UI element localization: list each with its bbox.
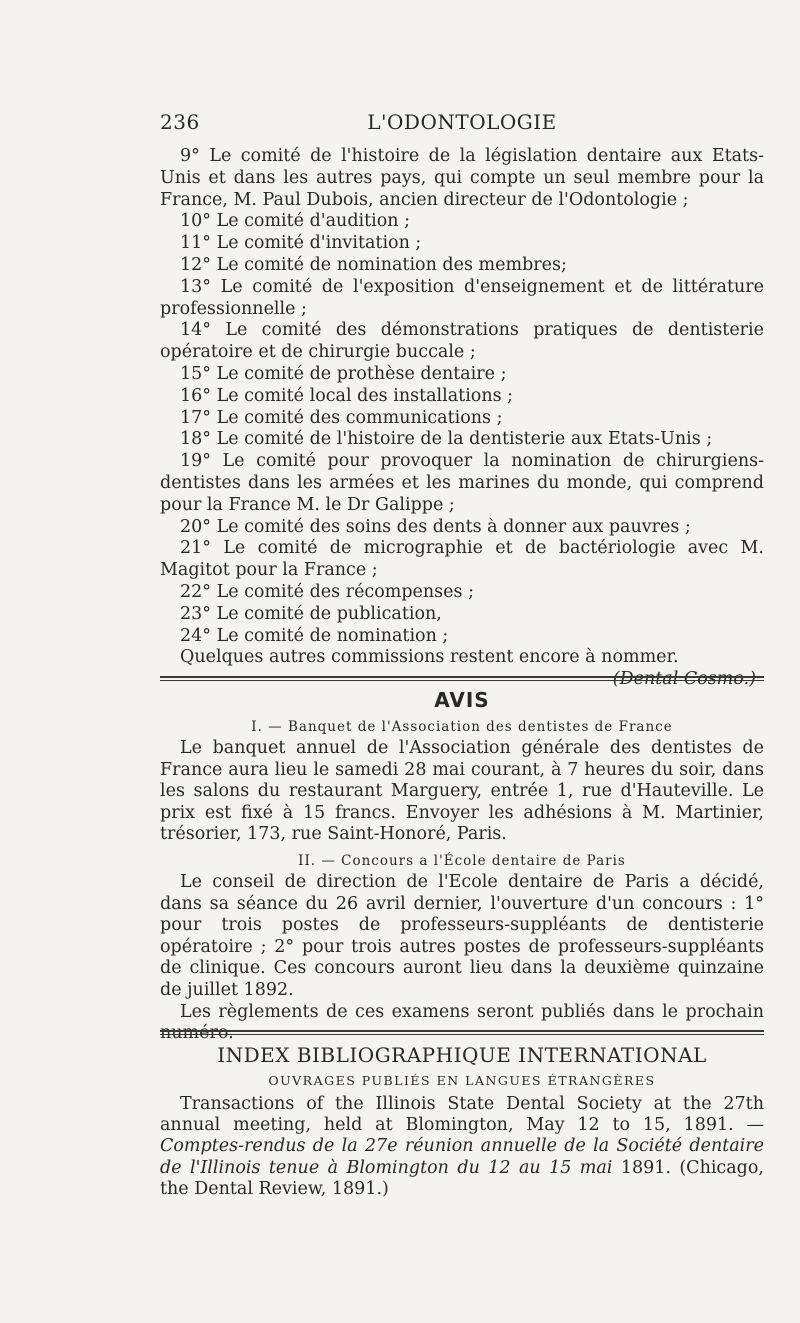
running-title: L'ODONTOLOGIE [367, 110, 557, 134]
committee-item: 20° Le comité des soins des dents à donner aux pauvres ; [180, 516, 691, 537]
committee-item: 18° Le comité de l'histoire de la dentisterie aux Etats-Unis ; [180, 429, 713, 450]
committee-item: 12° Le comité de nomination des membres; [180, 254, 567, 275]
committee-item: 22° Le comité des récompenses ; [180, 581, 474, 602]
section-heading: I. — Banquet de l'Association des dentistes de France [251, 719, 673, 735]
index-subtitle: OUVRAGES PUBLIÉS EN LANGUES ÉTRANGÈRES [268, 1073, 656, 1088]
entry-french-italic: Comptes-rendus de la 27e réunion annuelle de la Société dentaire de l'Illinois tenue à Blomington du 12 au 15 mai [160, 1136, 764, 1178]
committee-item: 17° Le comité des communications ; [180, 407, 503, 428]
committee-item: 19° Le comité pour provoquer la nomination de chirurgiens-dentistes dans les armées et les marines du monde, qui comprend pour la France M. le Dr Galippe ; [160, 451, 764, 515]
committee-item: Quelques autres commissions restent encore à nommer. [180, 647, 679, 668]
avis-title: AVIS [434, 688, 490, 712]
section-divider [160, 1030, 764, 1035]
index-title: INDEX BIBLIOGRAPHIQUE INTERNATIONAL [217, 1043, 707, 1067]
section-heading: II. — Concours a l'École dentaire de Paris [298, 852, 626, 869]
committee-item: 21° Le comité de micrographie et de bactériologie avec M. Magitot pour la France ; [160, 538, 764, 581]
committee-item: 24° Le comité de nomination ; [180, 625, 449, 646]
committee-item: 23° Le comité de publication, [180, 603, 442, 624]
entry-english: Transactions of the Illinois State Dental Society at the 27th annual meeting, held at Blomington, May 12 to 15, 1891. — [160, 1094, 764, 1136]
bibliography-entry [160, 1094, 764, 1200]
avis-section [160, 716, 764, 1045]
entry-text [160, 1094, 764, 1200]
section-divider [160, 676, 764, 681]
committee-item: 11° Le comité d'invitation ; [180, 233, 422, 254]
committee-list [160, 146, 764, 691]
running-header [160, 110, 764, 134]
committee-item: 15° Le comité de prothèse dentaire ; [180, 363, 507, 384]
section-paragraph: Le conseil de direction de l'Ecole dentaire de Paris a décidé, dans sa séance du 26 avril dernier, l'ouverture d'un concours : 1° pour trois postes de professeurs-suppléants de dentisterie opératoire ; 2° pour trois autres postes de professeurs-suppléants de clinique. Ces concours auront lieu dans la deuxième quinzaine de juillet 1892. [160, 871, 764, 1000]
section-paragraph: Le banquet annuel de l'Association générale des dentistes de France aura lieu le samedi 28 mai courant, à 7 heures du soir, dans les salons du restaurant Marguery, entrée 1, rue d'Hauteville. Le prix est fixé à 15 francs. Envoyer les adhésions à M. Martinier, trésorier, 173, rue Saint-Honoré, Paris. [160, 738, 764, 845]
page-number: 236 [160, 110, 200, 134]
committee-item: 13° Le comité de l'exposition d'enseignement et de littérature professionnelle ; [160, 276, 764, 319]
committee-item: 10° Le comité d'audition ; [180, 211, 411, 232]
committee-item: 9° Le comité de l'histoire de la législation dentaire aux Etats-Unis et dans les autres pays, qui compte un seul membre pour la France, M. Paul Dubois, ancien directeur de l'Odontologie ; [160, 146, 764, 210]
committee-item: 16° Le comité local des installations ; [180, 385, 514, 406]
section-paragraph: Les règlements de ces examens seront publiés dans le prochain [180, 1001, 764, 1022]
committee-item: 14° Le comité des démonstrations pratiques de dentisterie opératoire et de chirurgie buccale ; [160, 320, 764, 363]
entry-publisher: 1891. (Chicago, the Dental Review, 1891.) [160, 1157, 764, 1199]
